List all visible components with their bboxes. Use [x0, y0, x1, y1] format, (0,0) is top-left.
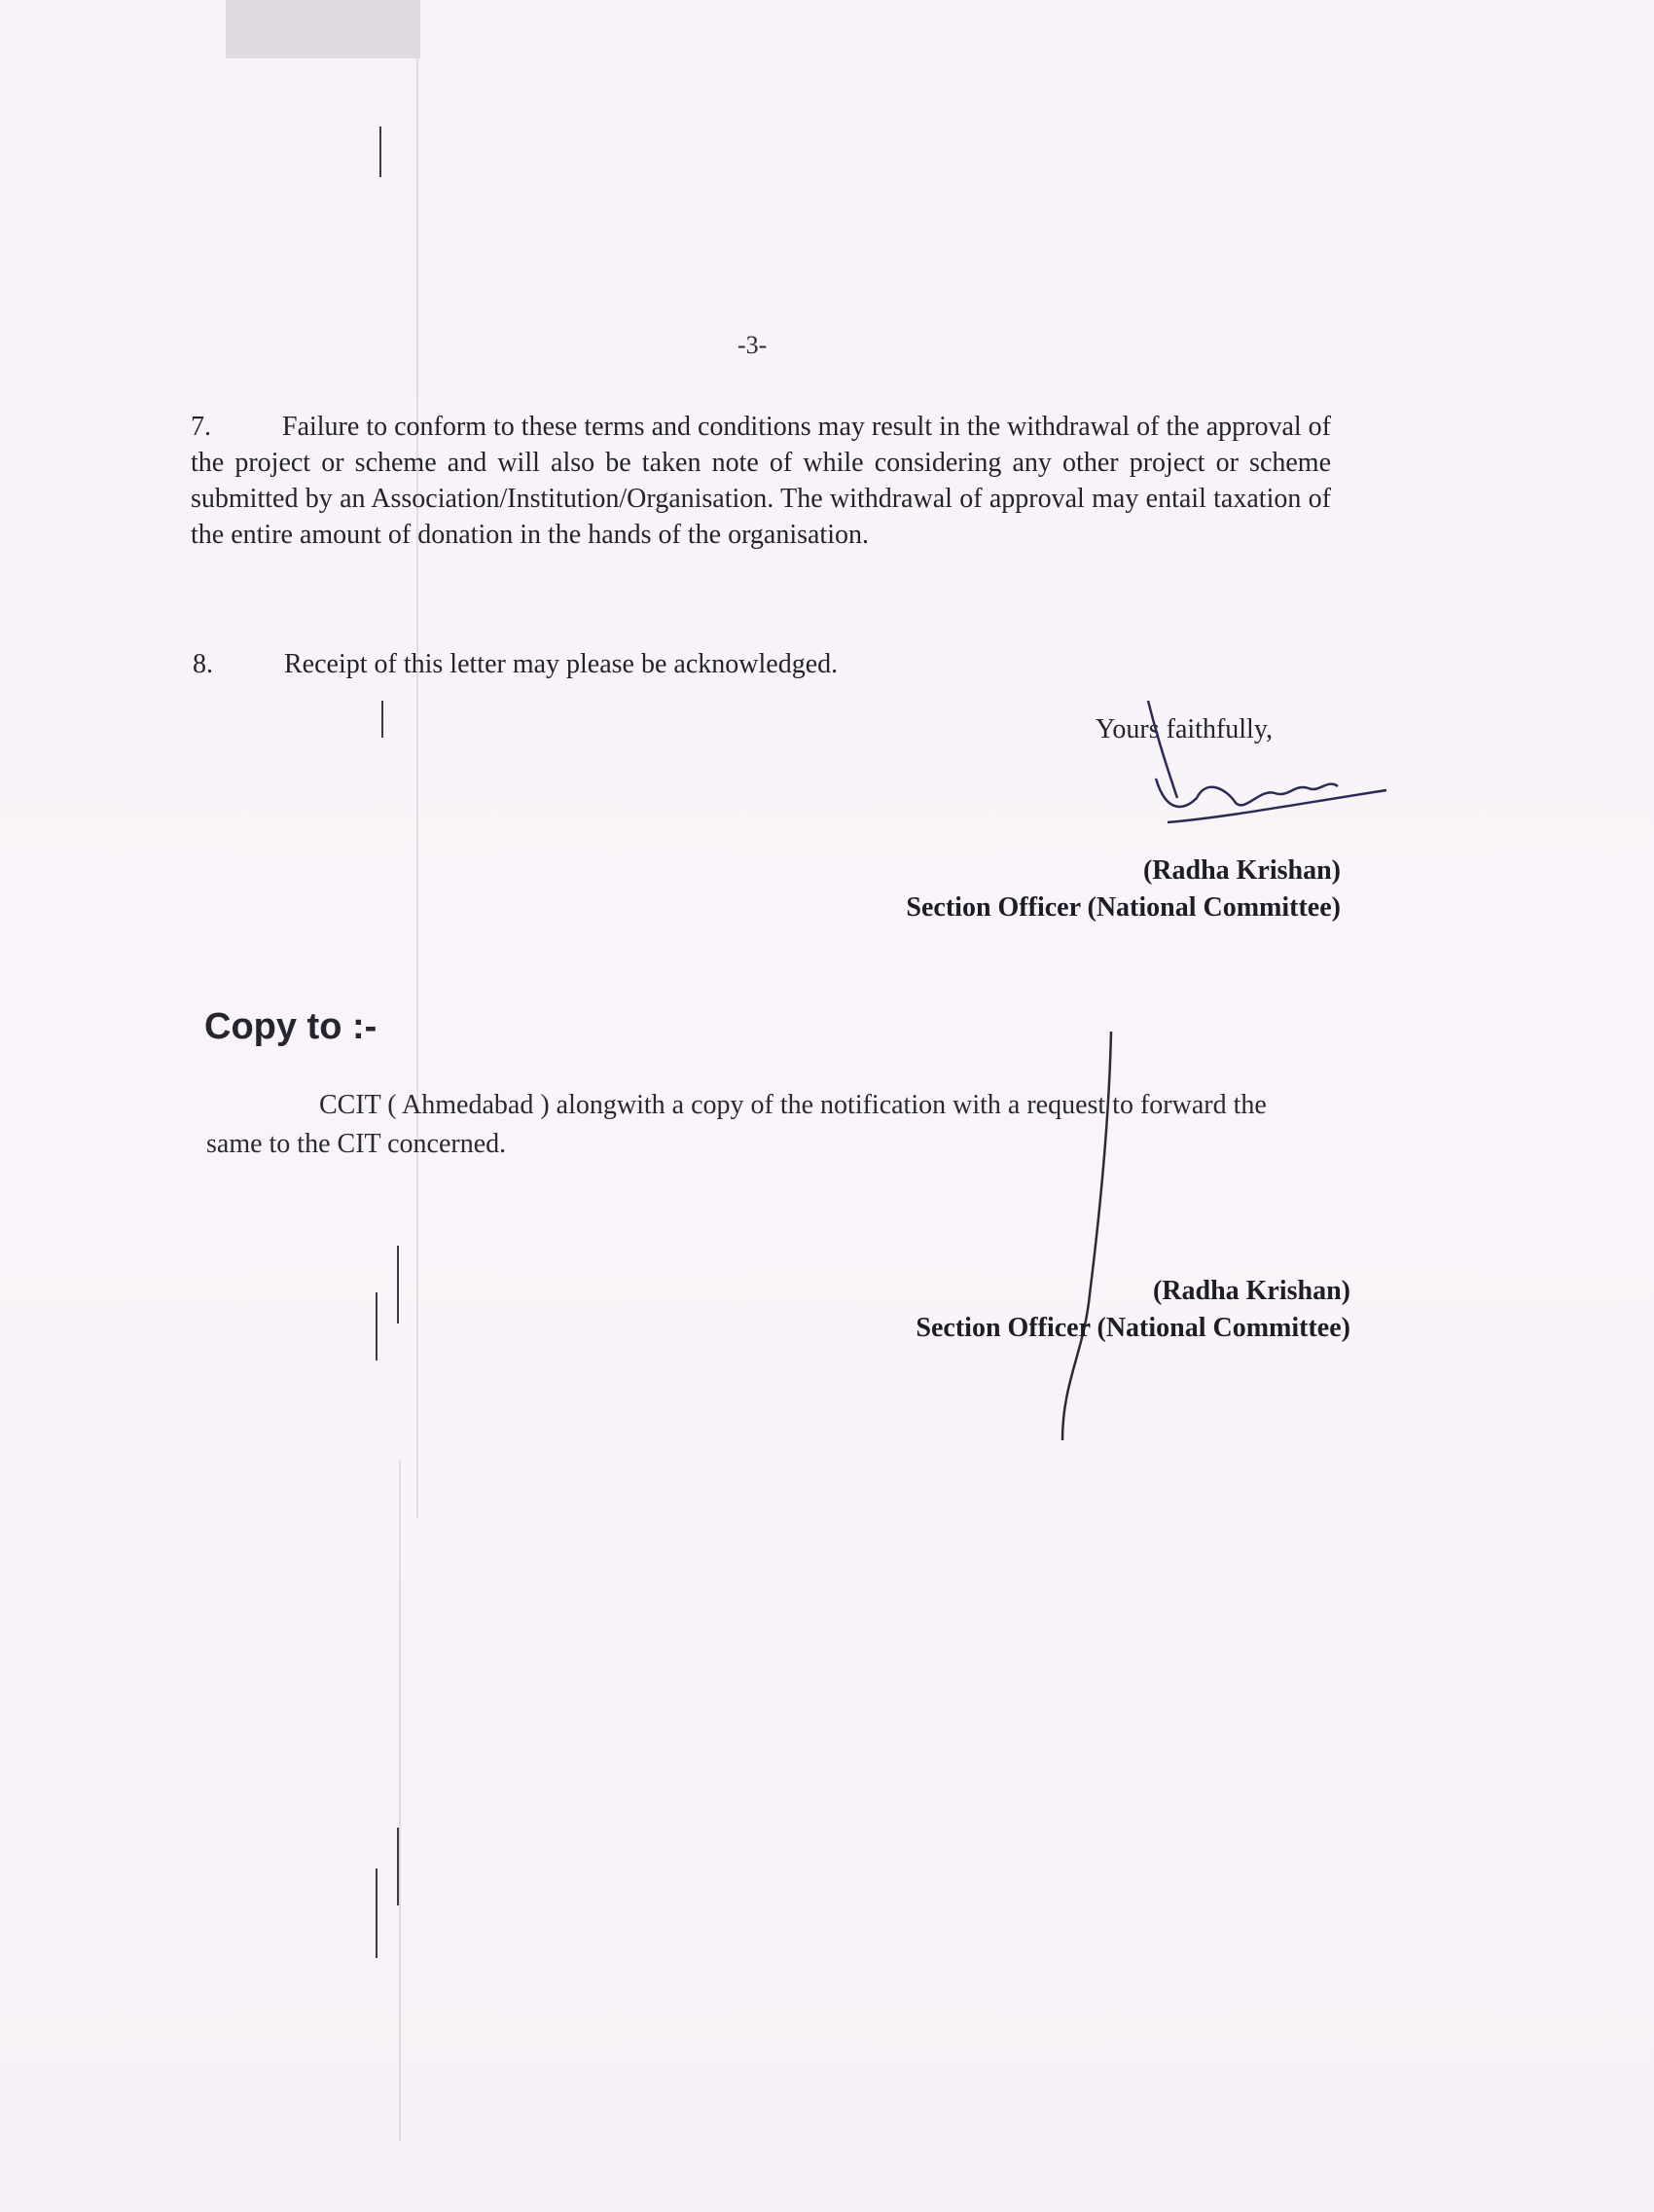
- page-number: -3-: [737, 331, 768, 359]
- scan-artifact: [399, 1460, 401, 2141]
- scan-artifact: [376, 1868, 378, 1958]
- signature-block-copy: [916, 1273, 1350, 1347]
- copy-to-text: CCIT ( Ahmedabad ) alongwith a copy of the notification with a request to forward the same to the CIT concerned.: [206, 1090, 1267, 1159]
- paragraph-number: 7.: [191, 412, 211, 442]
- paragraph-text: Receipt of this letter may please be acknowledged.: [284, 649, 839, 679]
- scan-artifact: [397, 1246, 399, 1324]
- paragraph-number: 8.: [193, 649, 213, 679]
- paragraph-8: [193, 646, 1263, 682]
- copy-to-heading: Copy to :-: [204, 1006, 378, 1047]
- paragraph-text: Failure to conform to these terms and conditions may result in the withdrawal of the approval of the project or scheme and will also be taken note of while considering any other project or scheme submitted by an Association/Institution/Organisation. The withdrawal of approval may entail taxation of the entire amount of donation in the hands of the organisation.: [191, 412, 1331, 550]
- scan-artifact: [381, 701, 383, 738]
- pen-stroke: [1041, 1022, 1119, 1450]
- signatory-designation: Section Officer (National Committee): [916, 1313, 1350, 1343]
- signatory-name: (Radha Krishan): [1152, 1276, 1350, 1306]
- signatory-name: (Radha Krishan): [1142, 855, 1341, 886]
- paragraph-7: [191, 409, 1331, 553]
- scan-artifact: [226, 0, 420, 58]
- closing-salutation: Yours faithfully,: [1096, 714, 1274, 744]
- scan-artifact: [416, 58, 418, 1518]
- handwritten-signature: [1129, 681, 1401, 856]
- signatory-designation: Section Officer (National Committee): [906, 892, 1341, 923]
- signature-block: [906, 852, 1341, 926]
- scan-artifact: [379, 127, 381, 177]
- scan-artifact: [376, 1292, 378, 1360]
